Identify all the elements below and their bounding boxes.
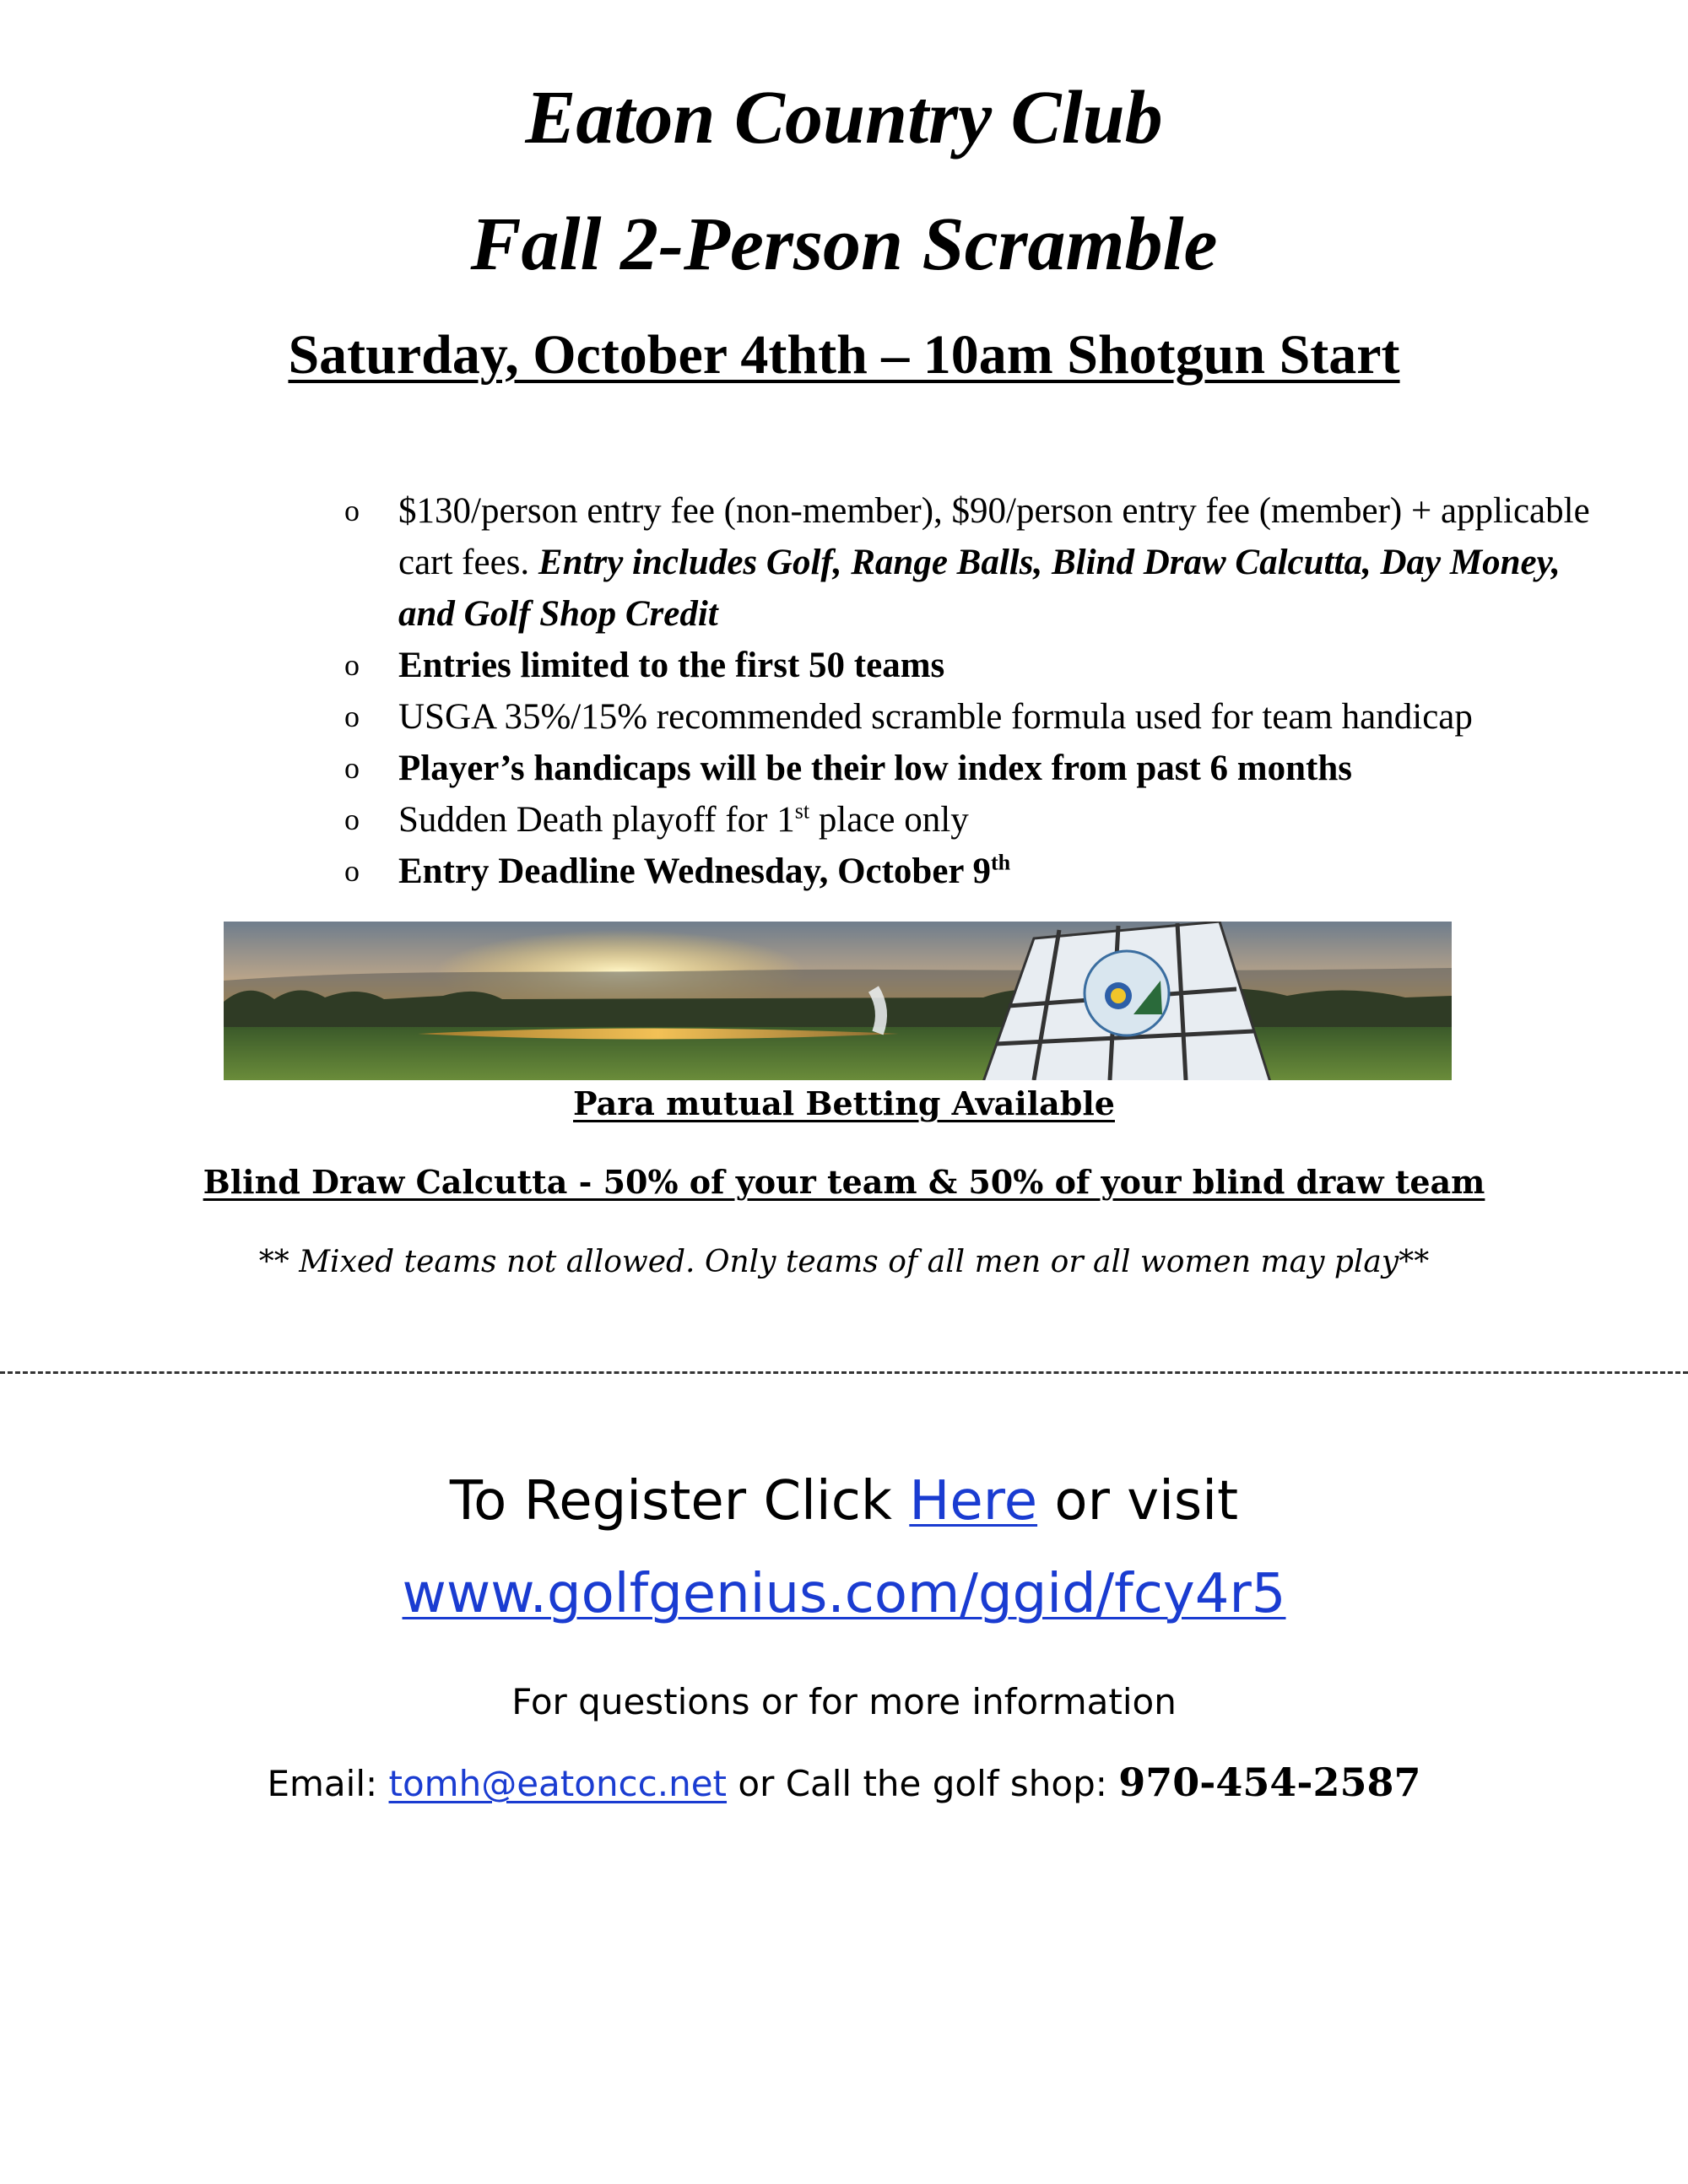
parimutuel-betting-note: Para mutual Betting Available <box>573 1084 1115 1122</box>
playoff-text-end: place only <box>809 800 969 840</box>
register-suffix: or visit <box>1037 1470 1239 1533</box>
bullet-marker: o <box>344 751 360 785</box>
golfgenius-url-link[interactable]: www.golfgenius.com/ggid/fcy4r5 <box>402 1563 1286 1625</box>
list-item-handicaps <box>344 743 1593 794</box>
register-prefix: To Register Click <box>449 1470 910 1533</box>
playoff-text: Sudden Death playoff for 1 <box>398 800 795 840</box>
list-item-fee <box>344 485 1593 640</box>
deadline-ordinal: th <box>990 850 1011 875</box>
register-line <box>0 1470 1688 1533</box>
usga-text: USGA 35%/15% recommended scramble formula used for team handicap <box>398 697 1473 737</box>
list-item-limit <box>344 640 1593 691</box>
bullet-marker: o <box>344 648 360 682</box>
list-item-playoff <box>344 794 1593 846</box>
banner-image <box>224 922 1452 1080</box>
bullet-marker: o <box>344 854 360 888</box>
club-title: Eaton Country Club <box>525 76 1163 159</box>
event-details-list <box>344 485 1593 897</box>
register-here-link[interactable]: Here <box>909 1470 1038 1533</box>
blind-draw-calcutta-note: Blind Draw Calcutta - 50% of your team & 50% of your blind draw team <box>203 1163 1485 1201</box>
bullet-marker: o <box>344 803 360 836</box>
questions-line: For questions or for more information <box>511 1681 1177 1722</box>
cut-line-divider <box>0 1371 1688 1374</box>
list-item-deadline <box>344 846 1593 897</box>
event-dateline: Saturday, October 4thth – 10am Shotgun Start <box>288 324 1400 386</box>
limit-text: Entries limited to the first 50 teams <box>398 646 945 685</box>
bullet-marker: o <box>344 700 360 733</box>
golf-course-sunset-banner <box>224 922 1452 1080</box>
mixed-teams-note: ** Mixed teams not allowed. Only teams of all men or all women may play** <box>258 1245 1430 1279</box>
email-link[interactable]: tomh@eatoncc.net <box>388 1763 728 1804</box>
contact-line <box>0 1760 1688 1805</box>
fee-text: $130/person entry fee (non-member), $90/person entry fee (member) + applicable cart fees. <box>398 491 1590 582</box>
email-label: Email: <box>267 1763 389 1804</box>
handicaps-text: Player’s handicaps will be their low index from past 6 months <box>398 749 1352 788</box>
call-text: or Call the golf shop: <box>727 1763 1119 1804</box>
event-title: Fall 2-Person Scramble <box>470 203 1218 286</box>
fee-includes-text: Entry includes Golf, Range Balls, Blind Draw Calcutta, Day Money, and Golf Shop Credit <box>398 543 1561 634</box>
playoff-ordinal: st <box>794 798 810 824</box>
bullet-marker: o <box>344 494 360 527</box>
deadline-text: Entry Deadline Wednesday, October 9 <box>398 851 991 891</box>
register-url-line <box>0 1563 1688 1625</box>
list-item-usga <box>344 691 1593 743</box>
golf-shop-phone: 970-454-2587 <box>1118 1760 1421 1805</box>
